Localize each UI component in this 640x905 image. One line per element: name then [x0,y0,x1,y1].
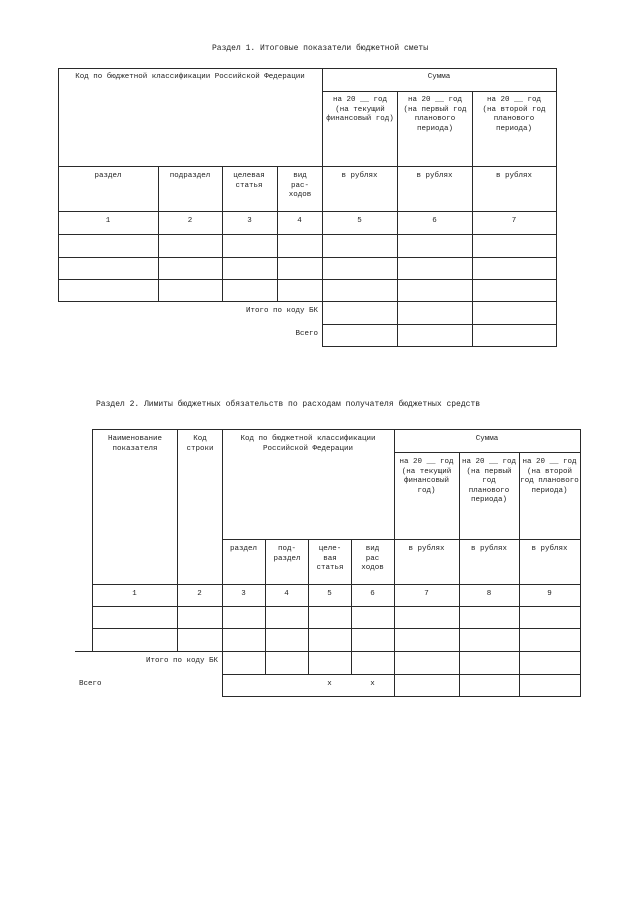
header-bk-code: Код по бюджетной классификации Российской Федерации [75,73,305,81]
col-rub-first: в рублях [416,172,453,180]
col-razdel: раздел [94,172,122,180]
rule [222,696,581,697]
section1-title: Раздел 1. Итоговые показатели бюджетной сметы [211,44,429,53]
rule [92,429,93,652]
rule [58,301,557,302]
rule [58,279,557,280]
rule [394,452,581,453]
header-sum: Сумма [427,73,451,81]
col-number: 2 [187,217,193,225]
itogo-label: Итого по коду БК [245,307,318,315]
rule [92,584,581,585]
itogo-label: Итого по коду БК [145,657,218,665]
rule [177,429,178,652]
col-razdel: раздел [229,545,257,553]
rule [58,211,557,212]
rule [58,257,557,258]
col-number: 7 [511,217,517,225]
col-rub-current: в рублях [408,545,445,553]
col-number: 8 [486,590,492,598]
rule [351,539,352,675]
rule [222,674,581,675]
vsego-label: Всего [295,330,318,338]
rule [222,429,223,697]
col-number: 4 [284,590,289,598]
col-celevaya-statya: целевая статья [233,172,265,190]
rule [322,346,557,347]
rule [308,539,309,675]
col-number: 6 [432,217,437,225]
rule [58,166,557,167]
col-number: 1 [132,590,137,598]
col-number: 1 [105,217,111,225]
col-rub-second: в рублях [495,172,532,180]
header-year-first: на 20 __ год (на первый год планового периода) [461,458,516,505]
x-mark-vid: x [370,680,375,688]
header-bk-code: Код по бюджетной классификации Российской Федерации [240,435,376,453]
col-number: 3 [241,590,246,598]
col-celevaya-statya: целе- вая статья [316,545,344,573]
x-mark-celevaya: x [327,680,332,688]
col-number: 5 [357,217,362,225]
col-rub-first: в рублях [470,545,507,553]
col-number: 9 [547,590,552,598]
rule [277,166,278,302]
col-vid-rashodov: вид рас- ходов [288,172,312,200]
rule [92,606,581,607]
rule [58,68,59,302]
col-rub-current: в рублях [341,172,378,180]
col-number: 7 [424,590,429,598]
rule [556,68,557,347]
col-number: 5 [327,590,332,598]
col-number: 4 [297,217,302,225]
col-rub-second: в рублях [531,545,568,553]
rule [322,68,323,347]
col-podrazdel: подраздел [169,172,211,180]
col-vid-rashodov: вид рас ходов [361,545,384,573]
header-year-first: на 20 __ год (на первый год планового периода) [403,96,467,133]
rule [222,166,223,302]
rule [580,429,581,697]
col-podrazdel: под- раздел [273,545,301,563]
col-number: 2 [197,590,202,598]
header-sum: Сумма [475,435,499,443]
header-year-second: на 20 __ год (на второй год планового периода) [482,96,546,133]
rule [92,628,581,629]
rule [265,539,266,675]
header-year-current: на 20 __ год (на текущий финансовый год) [326,96,394,124]
rule [75,651,581,652]
col-number: 3 [247,217,252,225]
header-year-current: на 20 __ год (на текущий финансовый год) [399,458,454,495]
col-kod-stroki: Код строки [186,435,214,453]
header-year-second: на 20 __ год (на второй год планового периода) [520,458,579,495]
col-number: 6 [370,590,375,598]
section2-title: Раздел 2. Лимиты бюджетных обязательств по расходам получателя бюджетных средств [96,400,481,409]
vsego-label: Всего [79,680,102,688]
rule [92,429,581,430]
col-naimenovanie: Наименование показателя [107,435,162,453]
rule [222,539,581,540]
rule [158,166,159,302]
rule [58,234,557,235]
rule [322,324,557,325]
